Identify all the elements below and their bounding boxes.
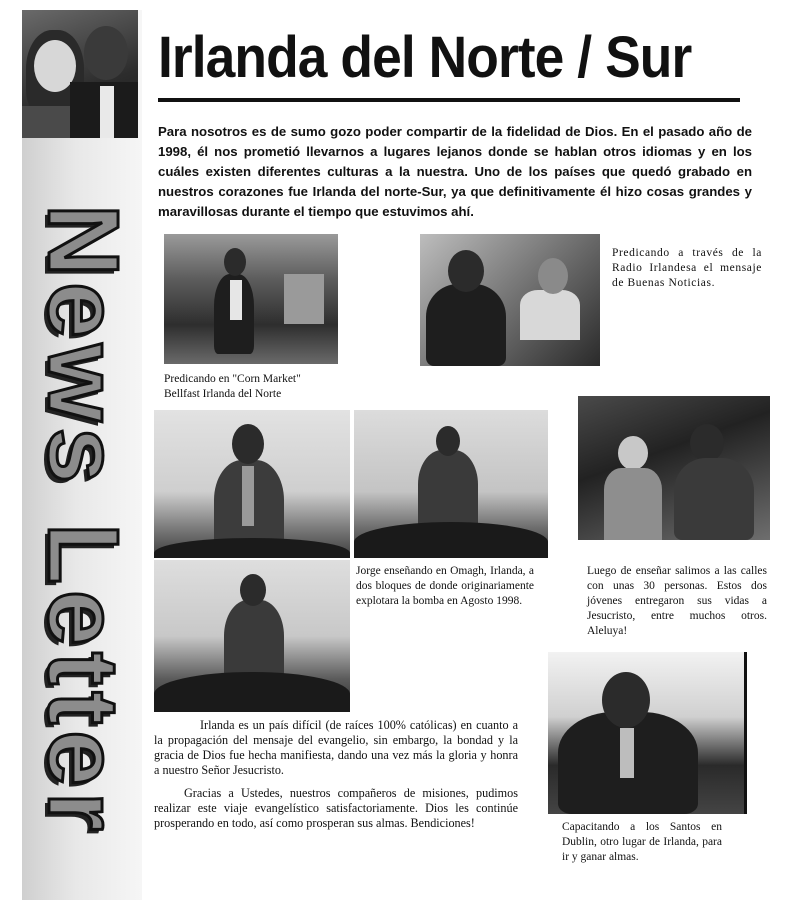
streets-caption: Luego de enseñar salimos a las calles con unas 30 personas. Estos dos jóvenes entregaron sus vidas a Jesucristo, entre muchos otros. Aleluya! (587, 565, 767, 637)
corn-market-caption-line2: Bellfast Irlanda del Norte (164, 388, 282, 400)
divider-line (744, 652, 747, 814)
corn-market-caption-line1: Predicando en "Corn Market" (164, 373, 301, 385)
dublin-photo (548, 652, 744, 814)
dublin-caption: Capacitando a los Santos en Dublin, otro lugar de Irlanda, para ir y ganar almas. (562, 821, 722, 863)
body-paragraph-1: Irlanda es un país difícil (de raíces 100% católicas) en cuanto a la propagación del mensaje del evangelio, sin embargo, la bondad y la gracia de Dios fue hecha manifiesta, dando una vez más la gloria y honra a nuestro Señor Jesucristo. (154, 718, 518, 777)
radio-photo (420, 234, 600, 366)
omagh-caption: Jorge enseñando en Omagh, Irlanda, a dos bloques de donde originariamente explotara la bomba en Agosto 1998. (356, 565, 534, 607)
page-title: Irlanda del Norte / Sur (158, 25, 692, 90)
couple-portrait-photo (22, 10, 138, 138)
news-letter-vertical-title (26, 150, 139, 890)
corn-market-photo (164, 234, 338, 364)
intro-paragraph: Para nosotros es de sumo gozo poder compartir de la fidelidad de Dios. En el pasado año de 1998, él nos prometió llevarnos a lugares lejanos donde se hablan otros idiomas y en los cuáles existen diferentes culturas a la nuestra. Uno de los países que quedó grabado en nuestros corazones fue Irlanda del norte-Sur, ya que definitivamente él hizo cosas grandes y maravillosas durante el tiempo que estuvimos ahí. (158, 124, 752, 219)
title-underline (158, 98, 740, 102)
streets-photo (578, 396, 770, 540)
omagh-photo-2 (354, 410, 548, 558)
news-letter-text: News Letter (26, 203, 139, 837)
body-paragraph-2: Gracias a Ustedes, nuestros compañeros de misiones, pudimos realizar este viaje evangelístico satisfactoriamente. Dios les continúe prosperando en todo, así como prosperan sus almas. Bendiciones! (154, 786, 518, 830)
corn-market-caption (164, 372, 354, 402)
omagh-photo-3 (154, 560, 350, 712)
radio-caption: Predicando a través de la Radio Irlandesa el mensaje de Buenas Noticias. (612, 247, 762, 289)
body-text (154, 718, 518, 831)
omagh-photo-1 (154, 410, 350, 558)
